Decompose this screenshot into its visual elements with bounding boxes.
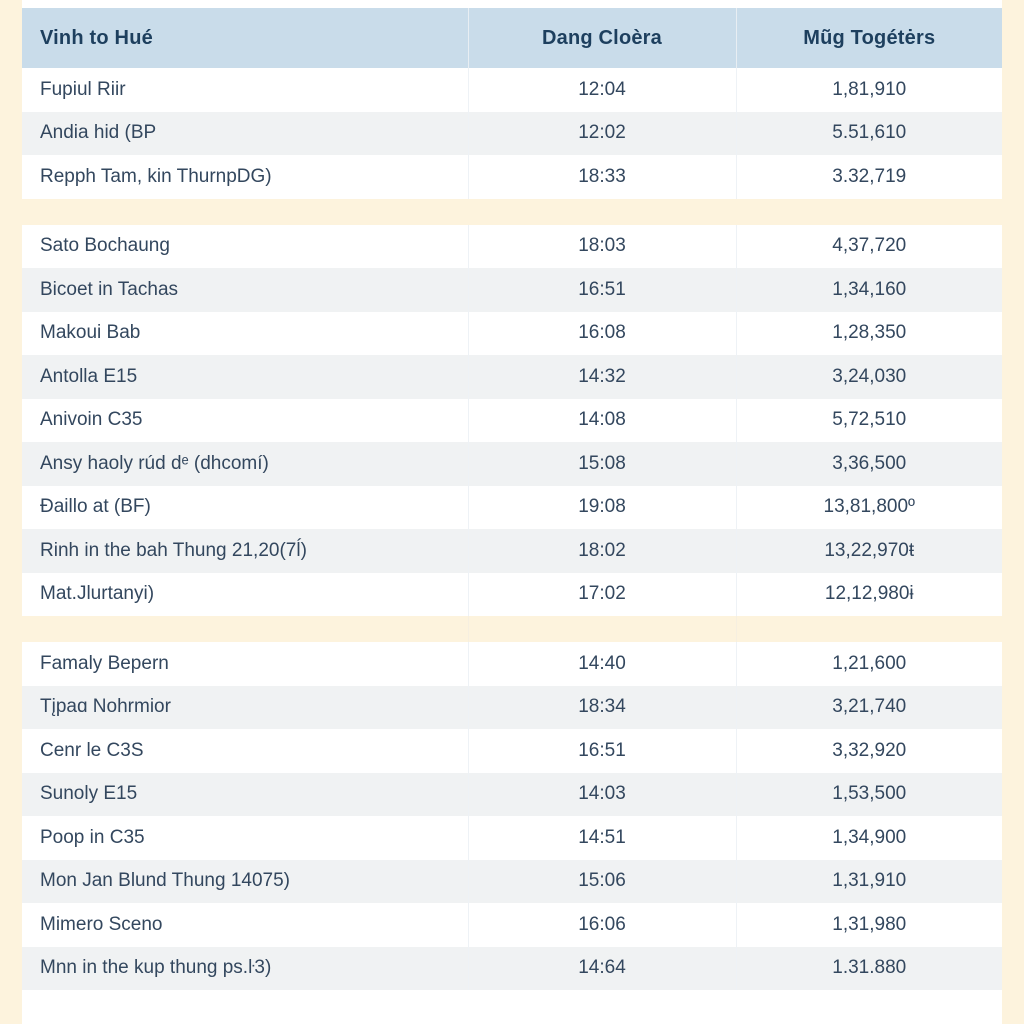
cell-departure: 14:51 <box>468 816 736 860</box>
table-row[interactable] <box>22 225 1002 269</box>
cell-departure: 14:08 <box>468 399 736 443</box>
cell-departure: 16:51 <box>468 268 736 312</box>
cell-route: Mnn in the kup thung ps.ŀ3) <box>22 947 468 991</box>
cell-departure: 16:06 <box>468 903 736 947</box>
cell-route: Mon Jan Blund Thung 14075) <box>22 860 468 904</box>
cell-route: Poop in C35 <box>22 816 468 860</box>
cell-route: Rinh in the bah Thung 21,20(7ĺ) <box>22 529 468 573</box>
cell-price: 12,12,980ɨ <box>736 573 1002 617</box>
column-header-route: Vinh to Hué <box>22 8 468 68</box>
group-separator <box>22 199 1002 225</box>
cell-route: Ðaillo at (BF) <box>22 486 468 530</box>
table-row[interactable] <box>22 399 1002 443</box>
schedule-table <box>22 8 1002 990</box>
cell-price: 5.51,610 <box>736 112 1002 156</box>
table-row[interactable] <box>22 860 1002 904</box>
cell-departure: 15:08 <box>468 442 736 486</box>
cell-route: Mimero Sceno <box>22 903 468 947</box>
cell-price: 1,31,910 <box>736 860 1002 904</box>
cell-departure: 12:02 <box>468 112 736 156</box>
cell-departure: 18:03 <box>468 225 736 269</box>
cell-price: 13,22,970ŧ <box>736 529 1002 573</box>
cell-route: Ansy haoly rúd dᵉ (dhcomí) <box>22 442 468 486</box>
table-row[interactable] <box>22 529 1002 573</box>
cell-price: 1.31.880 <box>736 947 1002 991</box>
cell-departure: 16:51 <box>468 729 736 773</box>
cell-price: 3,24,030 <box>736 355 1002 399</box>
cell-route: Famaly Bepern <box>22 642 468 686</box>
cell-departure: 16:08 <box>468 312 736 356</box>
table-row[interactable] <box>22 642 1002 686</box>
table-row[interactable] <box>22 816 1002 860</box>
group-separator-cell <box>736 616 1002 642</box>
cell-route: Sunoly E15 <box>22 773 468 817</box>
group-separator-cell <box>736 199 1002 225</box>
table-header <box>22 8 1002 68</box>
table-row[interactable] <box>22 573 1002 617</box>
cell-price: 3,21,740 <box>736 686 1002 730</box>
cell-price: 3.32,719 <box>736 155 1002 199</box>
table-row[interactable] <box>22 355 1002 399</box>
cell-route: Sato Bochaung <box>22 225 468 269</box>
cell-price: 1,28,350 <box>736 312 1002 356</box>
cell-price: 1,53,500 <box>736 773 1002 817</box>
table-row[interactable] <box>22 312 1002 356</box>
group-separator-cell <box>22 616 468 642</box>
cell-departure: 14:64 <box>468 947 736 991</box>
cell-route: Repph Tam, kin ThurnpDG) <box>22 155 468 199</box>
cell-route: Andia hid (BP <box>22 112 468 156</box>
cell-price: 1,21,600 <box>736 642 1002 686</box>
cell-departure: 18:33 <box>468 155 736 199</box>
cell-price: 3,36,500 <box>736 442 1002 486</box>
cell-route: Makoui Bab <box>22 312 468 356</box>
cell-departure: 19:08 <box>468 486 736 530</box>
table-row[interactable] <box>22 442 1002 486</box>
group-separator <box>22 616 1002 642</box>
cell-route: Antolla E15 <box>22 355 468 399</box>
cell-departure: 14:40 <box>468 642 736 686</box>
cell-route: Bicoet in Tachas <box>22 268 468 312</box>
table-row[interactable] <box>22 486 1002 530</box>
cell-route: Anivoin C35 <box>22 399 468 443</box>
cell-departure: 14:32 <box>468 355 736 399</box>
table-row[interactable] <box>22 155 1002 199</box>
cell-price: 5,72,510 <box>736 399 1002 443</box>
group-separator-cell <box>468 199 736 225</box>
table-row[interactable] <box>22 903 1002 947</box>
table-row[interactable] <box>22 729 1002 773</box>
table-header-row <box>22 8 1002 68</box>
cell-route: Mat.Jlurtanyi) <box>22 573 468 617</box>
table-row[interactable] <box>22 112 1002 156</box>
cell-route: Fupiul Riir <box>22 68 468 112</box>
cell-price: 1,31,980 <box>736 903 1002 947</box>
cell-departure: 18:34 <box>468 686 736 730</box>
table-row[interactable] <box>22 947 1002 991</box>
table-row[interactable] <box>22 686 1002 730</box>
table-row[interactable] <box>22 773 1002 817</box>
table-row[interactable] <box>22 68 1002 112</box>
cell-departure: 14:03 <box>468 773 736 817</box>
table-body <box>22 68 1002 990</box>
group-separator-cell <box>468 616 736 642</box>
cell-price: 3,32,920 <box>736 729 1002 773</box>
cell-price: 1,81,910 <box>736 68 1002 112</box>
group-separator-cell <box>22 199 468 225</box>
cell-departure: 15:06 <box>468 860 736 904</box>
cell-price: 13,81,800º <box>736 486 1002 530</box>
cell-route: Tįpaɑ Nohrmior <box>22 686 468 730</box>
cell-price: 1,34,900 <box>736 816 1002 860</box>
cell-departure: 17:02 <box>468 573 736 617</box>
column-header-price: Mũg Togétėrs <box>736 8 1002 68</box>
cell-departure: 12:04 <box>468 68 736 112</box>
table-row[interactable] <box>22 268 1002 312</box>
cell-price: 4,37,720 <box>736 225 1002 269</box>
cell-departure: 18:02 <box>468 529 736 573</box>
column-header-departure: Dang Cloèra <box>468 8 736 68</box>
cell-price: 1,34,160 <box>736 268 1002 312</box>
cell-route: Cenr le C3S <box>22 729 468 773</box>
